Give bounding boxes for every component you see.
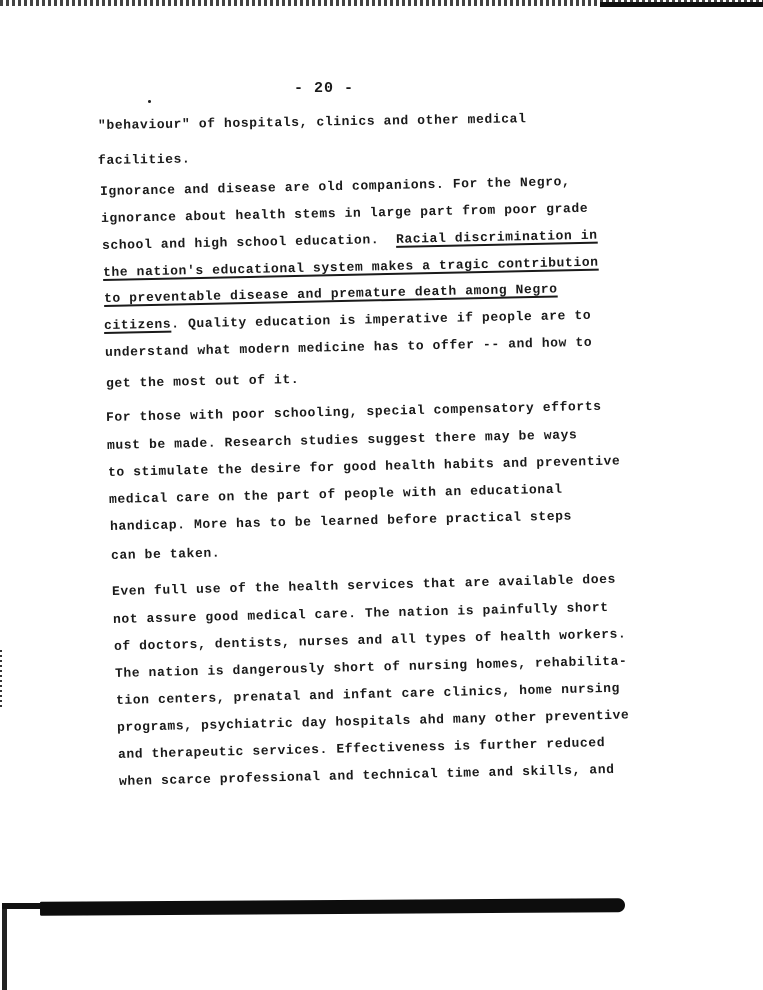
underlined-emphasis: to preventable disease and premature death among Negro <box>103 281 558 306</box>
text-segment: . Quality education is imperative if people are to <box>171 307 592 332</box>
text-line: tion centers, prenatal and infant care clinics, home nursing <box>115 680 621 708</box>
text-line: and therapeutic services. Effectiveness is further reduced <box>117 735 606 762</box>
text-segment: school and high school education. <box>101 232 380 253</box>
underlined-emphasis: citizens <box>103 316 172 333</box>
scan-top-bar <box>600 2 763 7</box>
text-line: programs, psychiatric day hospitals ahd many other preventive <box>116 707 630 735</box>
text-line: medical care on the part of people with an educational <box>108 481 563 507</box>
text-line: facilities. <box>97 151 191 168</box>
text-line: "behaviour" of hospitals, clinics and other medical <box>97 111 527 133</box>
text-line: not assure good medical care. The nation is painfully short <box>112 599 609 627</box>
text-line: Even full use of the health services that are available does <box>111 571 617 599</box>
text-line: The nation is dangerously short of nursing homes, rehabilita- <box>114 653 628 681</box>
text-line: Ignorance and disease are old companions. For the Negro, <box>99 174 571 199</box>
text-line: must be made. Research studies suggest there may be ways <box>106 427 578 453</box>
underlined-emphasis: the nation's educational system makes a tragic contribution <box>102 254 599 280</box>
text-line: understand what modern medicine has to offer -- and how to <box>104 334 593 360</box>
text-line-mixed <box>104 308 592 333</box>
text-line: can be taken. <box>110 545 221 563</box>
scan-bracket-horizontal <box>2 903 40 909</box>
stray-mark <box>148 100 151 103</box>
text-line: when scarce professional and technical time and skills, and <box>118 761 615 789</box>
text-line: ignorance about health stems in large part from poor grade <box>100 200 589 226</box>
text-line: handicap. More has to be learned before practical steps <box>109 508 573 534</box>
text-line: to stimulate the desire for good health habits and preventive <box>107 453 621 480</box>
text-line: get the most out of it. <box>105 371 300 391</box>
text-line-mixed <box>102 228 598 253</box>
scan-edge-marks <box>0 650 2 710</box>
text-line: For those with poor schooling, special compensatory efforts <box>105 398 602 425</box>
page-number: - 20 - <box>294 80 355 97</box>
scan-bracket-vertical <box>2 903 7 990</box>
text-line: of doctors, dentists, nurses and all types of health workers. <box>113 626 627 654</box>
bottom-rule <box>40 898 625 916</box>
underlined-emphasis: Racial discrimination in <box>395 227 598 247</box>
